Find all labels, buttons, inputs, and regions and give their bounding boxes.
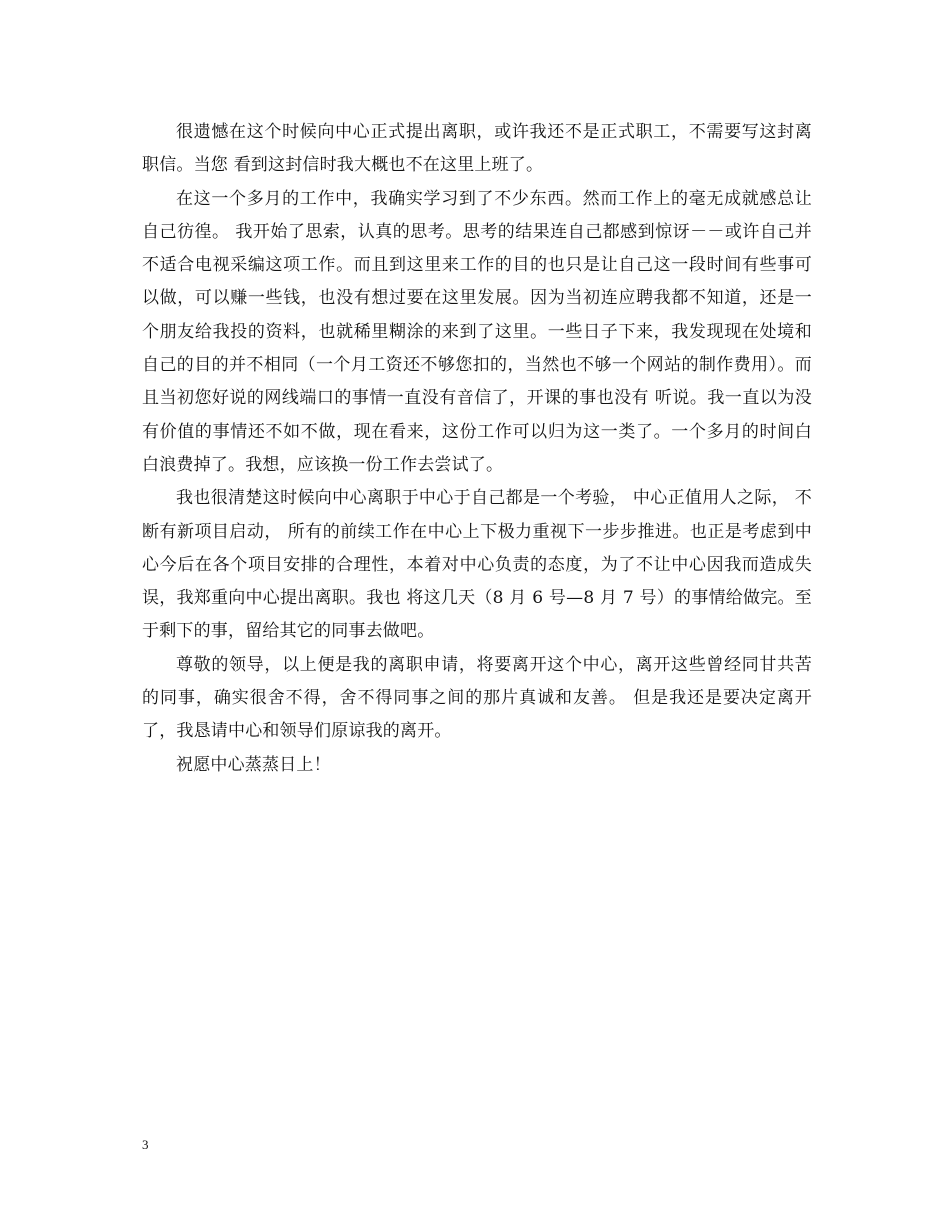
paragraph-4: 尊敬的领导，以上便是我的离职申请，将要离开这个中心，离开这些曾经同甘共苦的同事，确实很舍不得，舍不得同事之间的那片真诚和友善。 但是我还是要决定离开了，我恳请中心和领导们原谅我的离开。 <box>142 654 812 742</box>
page-number: 3 <box>142 1137 149 1152</box>
paragraph-3: 我也很清楚这时候向中心离职于中心于自己都是一个考验， 中心正值用人之际， 不断有新项目启动， 所有的前续工作在中心上下极力重视下一步步推进。也正是考虑到中心今后在各个项目安排的合理性，本着对中心负责的态度，为了不让中心因我而造成失误，我郑重向中心提出离职。我也 将这几天（8 月 6 号—8 月 7 号）的事情给做完。至于剩下的事，留给其它的同事去做吧。 <box>142 488 812 642</box>
paragraph-1: 很遗憾在这个时候向中心正式提出离职，或许我还不是正式职工，不需要写这封离职信。当您 看到这封信时我大概也不在这里上班了。 <box>142 122 812 176</box>
paragraph-2: 在这一个多月的工作中，我确实学习到了不少东西。然而工作上的毫无成就感总让自己彷徨。 我开始了思索，认真的思考。思考的结果连自己都感到惊讶－－或许自己并不适合电视采编这项工作。而且到这里来工作的目的也只是让自己这一段时间有些事可以做，可以赚一些钱，也没有想过要在这里发展。因为当初连应聘我都不知道，还是一个朋友给我投的资料，也就稀里糊涂的来到了这里。一些日子下来，我发现现在处境和自己的目的并不相同（一个月工资还不够您扣的，当然也不够一个网站的制作费用）。而且当初您好说的网线端口的事情一直没有音信了，开课的事也没有 听说。我一直以为没有价值的事情还不如不做，现在看来，这份工作可以归为这一类了。一个多月的时间白白浪费掉了。我想，应该换一份工作去尝试了。 <box>142 188 812 475</box>
paragraph-5: 祝愿中心蒸蒸日上！ <box>176 754 331 775</box>
letter-body <box>142 116 812 782</box>
